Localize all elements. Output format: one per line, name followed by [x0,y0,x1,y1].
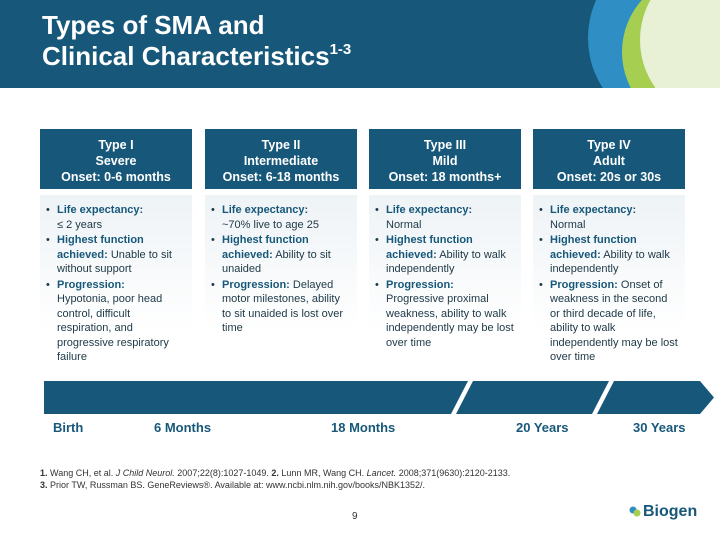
type-onset: Onset: 18 months+ [388,170,502,184]
column-header [205,129,357,189]
type-severity: Intermediate [243,154,319,168]
bullet-text: Onset of weakness in the second or third decade of life, ability to walk independently may be lost over time [550,278,678,363]
deco-circle-pale [640,0,720,88]
type-column-2 [205,129,357,375]
bullet-text: Ability to walk independently [386,248,506,275]
decorative-circles [0,0,720,88]
reference-author: Lunn MR, Wang CH. [281,468,365,478]
bullet-text: Normal [386,218,422,231]
bullet-highest-function [539,233,679,277]
reference-journal: J Child Neurol. [115,468,175,478]
type-onset: Onset: 20s or 30s [556,170,662,184]
bullet-highest-function [46,233,186,277]
type-severity: Mild [432,154,458,168]
bullet-text: Delayed motor milestones, ability to sit unaided is lost over time [222,278,344,334]
biogen-logo [629,503,697,521]
reference-line-2 [40,479,600,491]
timeline-segment-2 [456,381,609,414]
bullet-label: Life expectancy: [57,204,144,216]
bullet-label: Life expectancy: [222,204,309,216]
bullet-text: Ability to sit unaided [222,248,331,275]
bullet-label: Highest function achieved: [386,234,473,261]
bullet-life-expectancy [211,203,351,232]
type-severity: Adult [593,154,625,168]
column-body [533,195,685,375]
bullet-life-expectancy [375,203,515,232]
timeline-label-18-months: 18 Months [331,420,396,435]
type-name: Type I [98,138,134,152]
timeline-label-30-years: 30 Years [633,420,686,435]
bullet-text: Ability to walk independently [550,248,670,275]
reference-line-1 [40,467,600,479]
reference-number: 2. [271,468,279,478]
bullet-text: Progressive proximal weakness, ability to walk independently may be lost over time [386,293,514,349]
type-name: Type IV [587,138,631,152]
title-line-2-text: Clinical Characteristics [42,41,330,71]
reference-author: Prior TW, Russman BS. [50,480,145,490]
type-name: Type III [423,138,467,152]
reference-author: Wang CH, et al. [50,468,114,478]
bullet-progression [539,278,679,365]
reference-citation: 2008;371(9630):2120-2133. [398,468,511,478]
bullet-text: ≤ 2 years [57,218,103,231]
bullet-label: Progression: [222,278,290,291]
bullet-highest-function [375,233,515,277]
page-number: 9 [352,511,358,522]
bullet-label: Highest function achieved: [550,234,637,261]
reference-citation: Available at: www.ncbi.nlm.nih.gov/books/NBK1352/. [214,480,426,490]
bullet-text: Hypotonia, poor head control, difficult respiration, and progressive respiratory failure [57,293,169,363]
title-reference-superscript: 1-3 [329,41,352,58]
bullet-label: Progression: [57,278,125,291]
column-header [533,129,685,189]
type-onset: Onset: 6-18 months [222,170,340,184]
type-column-1 [40,129,192,375]
type-name: Type II [261,138,301,152]
bullet-life-expectancy [539,203,679,232]
timeline-label-20-years: 20 Years [516,420,569,435]
title-banner [0,0,720,88]
bullet-life-expectancy [46,203,186,232]
timeline-segment-3 [597,381,714,414]
bullet-highest-function [211,233,351,277]
type-column-4 [533,129,685,375]
bullet-progression [211,278,351,336]
timeline-label-6-months: 6 Months [154,420,212,435]
column-header [369,129,521,189]
bullet-label: Progression: [386,278,454,291]
timeline-arrow [0,381,720,417]
bullet-progression [375,278,515,351]
bullet-label: Highest function achieved: [222,234,309,261]
reference-number: 1. [40,468,48,478]
reference-citation: 2007;22(8):1027-1049. [177,468,269,478]
title-line-1: Types of SMA and [42,10,265,40]
reference-journal: Lancet. [366,468,397,478]
type-onset: Onset: 0-6 months [61,170,171,184]
bullet-text: ~70% live to age 25 [222,218,319,231]
logo-text: Biogen [643,503,698,520]
column-body [205,195,357,375]
logo-mark-icon [629,506,641,518]
bullet-progression [46,278,186,365]
type-severity: Severe [95,154,137,168]
bullet-text: Normal [550,218,586,231]
reference-journal: GeneReviews®. [147,480,213,490]
column-body [40,195,192,375]
bullet-text: Unable to sit without support [57,248,172,275]
column-header [40,129,192,189]
bullet-label: Highest function achieved: [57,234,144,261]
type-column-3 [369,129,521,375]
timeline-label-birth: Birth [53,420,84,435]
timeline-segment-1 [44,381,468,414]
reference-number: 3. [40,480,48,490]
references [40,467,600,491]
bullet-label: Life expectancy: [386,204,473,216]
column-body [369,195,521,375]
bullet-label: Life expectancy: [550,204,637,216]
bullet-label: Progression: [550,278,618,291]
